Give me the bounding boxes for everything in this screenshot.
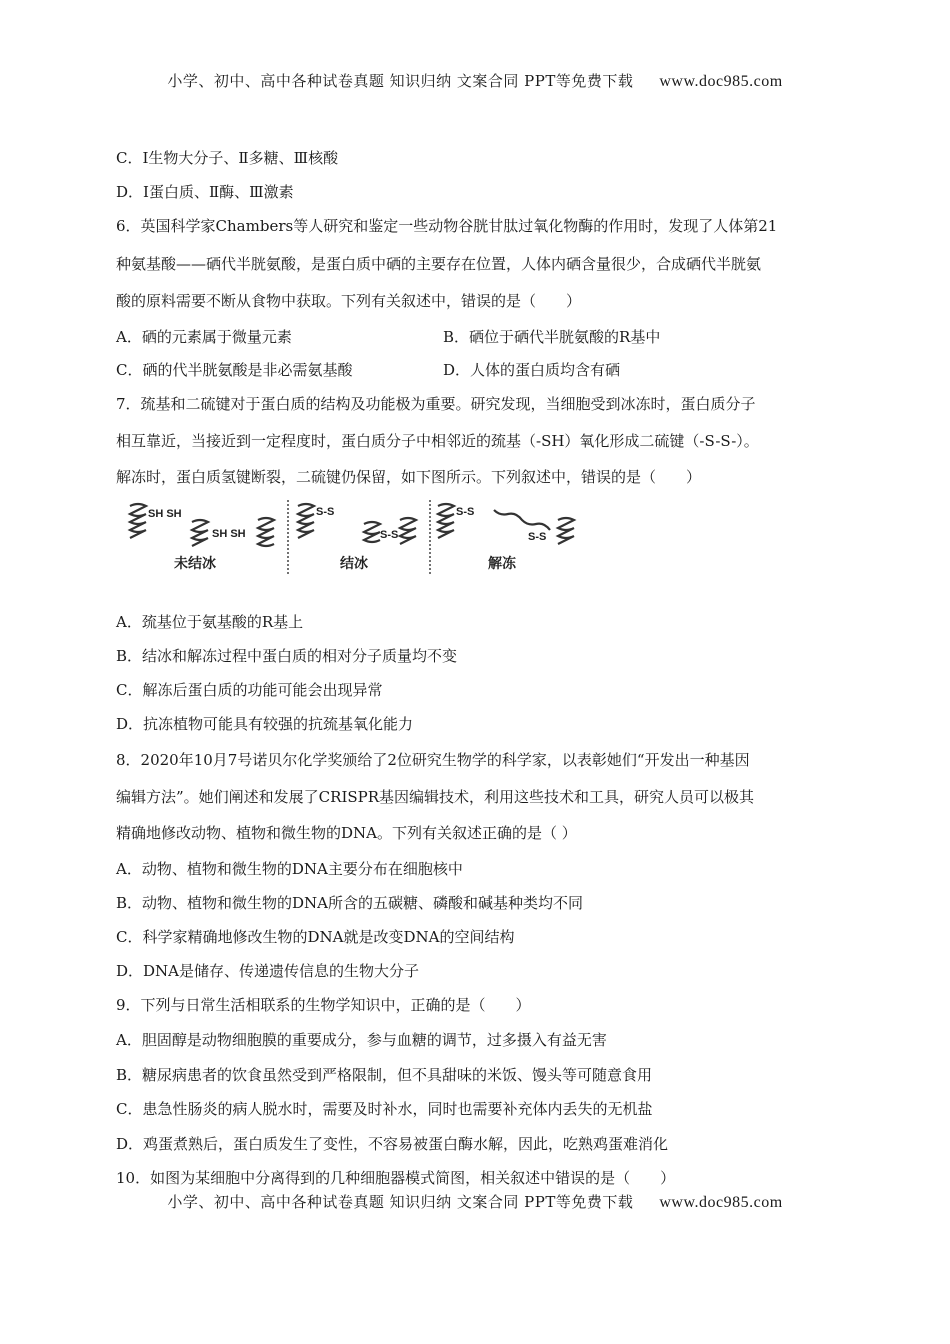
q10-stem: 10．如图为某细胞中分离得到的几种细胞器模式简图，相关叙述中错误的是（ ）	[116, 1169, 676, 1187]
q7-option-b: B．结冰和解冻过程中蛋白质的相对分子质量均不变	[116, 647, 458, 665]
q9-option-c: C．患急性肠炎的病人脱水时，需要及时补水，同时也需要补充体内丢失的无机盐	[116, 1100, 653, 1118]
sh-label-1: SH SH	[148, 508, 182, 520]
q7-option-d: D．抗冻植物可能具有较强的抗巯基氧化能力	[116, 715, 414, 733]
q5-option-d: D．Ⅰ蛋白质、Ⅱ酶、Ⅲ激素	[116, 183, 294, 201]
q9-option-b: B．糖尿病患者的饮食虽然受到严格限制，但不具甜味的米饭、馒头等可随意食用	[116, 1066, 653, 1084]
q6-stem-line-1: 6．英国科学家Chambers等人研究和鉴定一些动物谷胱甘肽过氧化物酶的作用时，发现了人体第21	[116, 217, 778, 235]
ss-label-1: S-S	[316, 506, 335, 518]
q7-option-c: C．解冻后蛋白质的功能可能会出现异常	[116, 681, 383, 699]
panel-label-unfrozen: 未结冰	[174, 556, 216, 572]
q9-option-a: A．胆固醇是动物细胞膜的重要成分，参与血糖的调节，过多摄入有益无害	[116, 1031, 607, 1049]
panel-label-frozen: 结冰	[340, 556, 368, 572]
q8-option-d: D．DNA是储存、传递遗传信息的生物大分子	[116, 962, 420, 980]
q7-stem-line-3: 解冻时，蛋白质氢键断裂，二硫键仍保留，如下图所示。下列叙述中，错误的是（ ）	[116, 468, 702, 486]
q6-stem-line-3: 酸的原料需要不断从食物中获取。下列有关叙述中，错误的是（ ）	[116, 292, 582, 310]
footer-site: www.doc985.com	[659, 1194, 783, 1211]
q6-option-a: A．硒的元素属于微量元素	[116, 328, 292, 346]
q7-stem-line-2: 相互靠近，当接近到一定程度时，蛋白质分子中相邻近的巯基（-SH）氧化形成二硫键（-S-S-）。	[116, 432, 759, 450]
q8-stem-line-2: 编辑方法”。她们阐述和发展了CRISPR基因编辑技术，利用这些技术和工具，研究人员可以极其	[116, 788, 755, 806]
q6-option-b: B．硒位于硒代半胱氨酸的R基中	[443, 328, 661, 346]
q8-stem-line-1: 8．2020年10月7号诺贝尔化学奖颁给了2位研究生物学的科学家，以表彰她们“开发出一种基因	[116, 751, 750, 769]
q6-stem-line-2: 种氨基酸——硒代半胱氨酸，是蛋白质中硒的主要存在位置，人体内硒含量很少，合成硒代半胱氨	[116, 255, 762, 273]
q7-figure-protein-folding	[118, 496, 598, 578]
panel-label-thawed: 解冻	[488, 556, 516, 572]
sh-label-2: SH SH	[212, 528, 246, 540]
ss-label-4: S-S	[528, 531, 547, 543]
page-header	[0, 70, 950, 91]
q9-stem: 9．下列与日常生活相联系的生物学知识中，正确的是（ ）	[116, 996, 531, 1014]
q8-option-b: B．动物、植物和微生物的DNA所含的五碳糖、磷酸和碱基种类均不同	[116, 894, 584, 912]
q7-stem-line-1: 7．巯基和二硫键对于蛋白质的结构及功能极为重要。研究发现，当细胞受到冰冻时，蛋白质分子	[116, 395, 756, 413]
q6-option-c: C．硒的代半胱氨酸是非必需氨基酸	[116, 361, 353, 379]
q5-option-c: C．Ⅰ生物大分子、Ⅱ多糖、Ⅲ核酸	[116, 149, 339, 167]
header-site: www.doc985.com	[659, 73, 783, 90]
footer-text: 小学、初中、高中各种试卷真题 知识归纳 文案合同 PPT等免费下载	[167, 1193, 634, 1211]
q7-option-a: A．巯基位于氨基酸的R基上	[116, 613, 304, 631]
q8-stem-line-3: 精确地修改动物、植物和微生物的DNA。下列有关叙述正确的是（ ）	[116, 824, 577, 842]
ss-label-3: S-S	[456, 506, 475, 518]
page-footer	[0, 1191, 950, 1212]
q8-option-a: A．动物、植物和微生物的DNA主要分布在细胞核中	[116, 860, 463, 878]
q6-option-d: D．人体的蛋白质均含有硒	[443, 361, 621, 379]
ss-label-2: S-S	[380, 529, 399, 541]
q9-option-d: D．鸡蛋煮熟后，蛋白质发生了变性，不容易被蛋白酶水解，因此，吃熟鸡蛋难消化	[116, 1135, 669, 1153]
header-text: 小学、初中、高中各种试卷真题 知识归纳 文案合同 PPT等免费下载	[167, 72, 634, 90]
q8-option-c: C．科学家精确地修改生物的DNA就是改变DNA的空间结构	[116, 928, 515, 946]
